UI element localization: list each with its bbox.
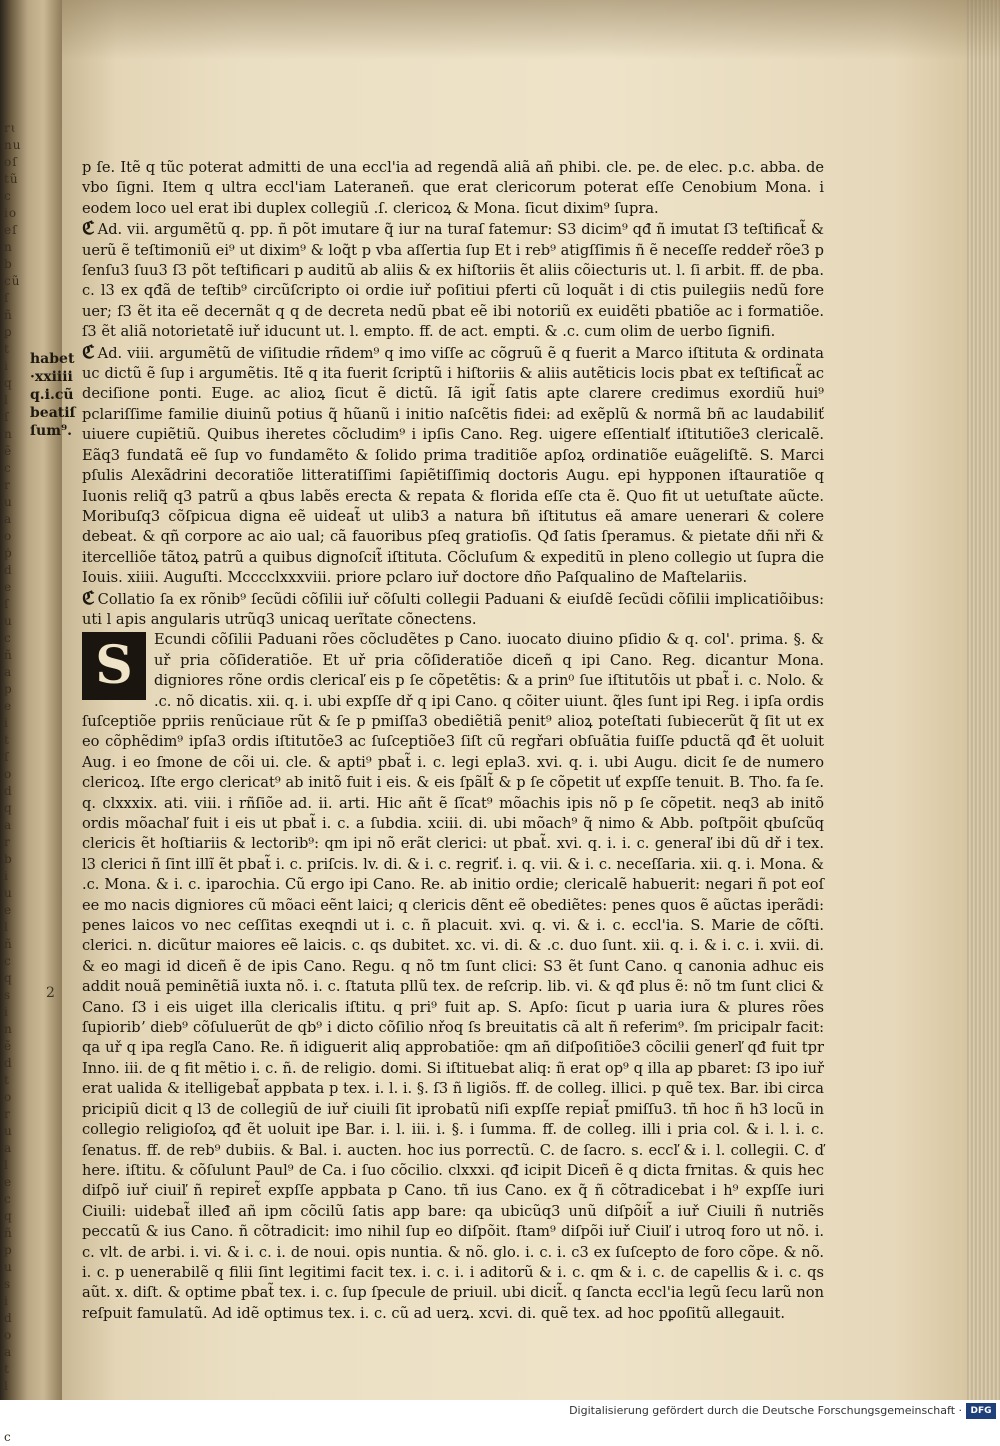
paragraph-5 (82, 630, 824, 1324)
paragraph-3 (82, 343, 824, 589)
footer-bar (0, 1400, 1000, 1424)
dfg-logo: DFG (966, 1403, 996, 1419)
decorated-initial-letter: S (95, 635, 133, 697)
paragraph-2 (82, 219, 824, 342)
page-stack-edge (966, 0, 1000, 1400)
left-page-edge (0, 0, 62, 1444)
paragraph-4-text: Collatio ſa ex rõnib⁹ ſecũdi cõſilii iuř cõſulti collegii Paduani & eiuſdẽ ſecũdi cõſilii implicatiõibus: uti l apis angularis utrũq3 unicaq uerĩtate cõnectens. (82, 590, 824, 628)
margin-number: 2 (46, 985, 55, 1001)
body-text (82, 158, 824, 1324)
pilcrow-icon: ℭ (82, 341, 95, 363)
paragraph-3-text: Ad. viii. argumẽtũ de viſitudie rñdem⁹ q imo viſſe ac cõgruũ ẽ q fuerit a Marco iſtituta & ordinata uc dictũ ẽ ſup i argumẽtis. Itẽ q ita fuerit ſcriptũ i hiſtoriis & aliis autẽticis locis pbat ex teſtificat̃ ac deciſione ponti. Euge. ac alioꝝ ſicut ẽ dictũ. Iã igit̃ ſatis apte clarere credimus exordiũ hui⁹ pclariſſime familie diuinũ potius q̃ hũanũ i initio naſcẽtis fidei: ad exẽplũ & normã bñ ac laudabiliť uiuere cupiẽtiũ. Quibus iheretes cõcludim⁹ i ipſis Cano. Reg. uigere eſſentialť iſtitutiõe3 clericalẽ. Eãq3 fundatã eẽ ſup vo fundamẽto & ſolido prima traditiõe apſoꝝ ordinatiõe euãgeliſtẽ. S. Marci pſulis Alexãdrini decoratiõe litteratiſſimi ſapiẽtiſſimiq doctoris Augu. epi hypponen iſtauratiõe q Iuonis reliq̃ q3 patrũ a qbus labẽs erecta & repata & florida eſſe cta ẽ. Quo fit ut uetuſtate aũcte. Moribuſq3 cõſpicua digna eẽ uideat̃ ut ulib3 a natura bñ iſtitutus eã amare uenerari & colere debeat. & qñ corpore ac aio ual; cã fauoribus pſeq gratioſis. Qđ ſatis ſperamus. & pietate dñi nři & itercelliõe tãtoꝝ patrũ a quibus dignoſcit̃ iſtituta. Cõcluſum & expeditũ in pleno collegio ut ſupra die Iouis. xiiii. Auguſti. Mcccclxxxviii. priore pclaro iuř doctore dño Paſqualino de Maſtelariis. (82, 344, 824, 587)
paragraph-1: p ſe. Itẽ q tũc poterat admitti de una eccl'ia ad regendã aliã añ phibi. cle. pe. de elec. p.c. abba. de vbo ſigni. Item q ultra eccl'iam Lateraneñ. que erat clericorum poterat eſſe Cenobium Mona. i eodem loco uel erat ibi duplex collegiũ .ſ. clericoꝝ & Mona. ſicut dixim⁹ ſupra. (82, 159, 824, 217)
pilcrow-icon: ℭ (82, 218, 95, 240)
top-shadow (62, 0, 1000, 60)
paragraph-2-text: Ad. vii. argumẽtũ q. pp. ñ põt imutare q̃ iur na turaſ fatemur: S3 dicim⁹ qđ ñ imutat ſ3 teſtificat̃ & uerũ ẽ teſtimoniũ ei⁹ ut dixim⁹ & loq̃t p vba aſſertia ſup Et i reb⁹ atigſſimis ñ ẽ neceſſe reddeř rõe3 p ſenſu3 ſuu3 ſ3 põt teſtificari p auditũ ab aliis & ex hiſtoriis ẽt aliis cõiecturis ut. l. ſi arbit. ff. de pba. c. l3 ex qđã de teſtib⁹ circũſcripto oi ordie iuř poſitiui pferti cũ loquãt i di ctis puilegiis nedũ fore uer; ſ3 ẽt ita eẽ decernãt q q de decreta nedũ pbat eẽ ibi notoriũ ex euidẽti pbatiõe ac i formatiõe. ſ3 ẽt aliã notorietatẽ iuř iducunt ut. l. empto. ff. de act. empti. & .c. cum olim de uerbo ſignifi. (82, 221, 824, 341)
pilcrow-icon: ℭ (82, 587, 95, 609)
funding-notice: Digitalisierung gefördert durch die Deutsche Forschungsgemeinschaft · (569, 1404, 962, 1417)
paragraph-5-text: Ecundi cõſilii Paduani rões cõcludẽtes p Cano. iuocato diuino pſidio & q. col'. prima. §. & uř pria cõſideratiõe. Et uř pria cõſideratiõe diceñ q ipi Cano. Reg. dicantur Mona. digniores rõne ordis clericaľ eis p ſe cõpetẽtis: & a prin⁰ ſue iſtitutõis ut pbat̃ i. c. Nolo. & .c. nõ dicatis. xii. q. i. ubi expſſe dř q ipi Cano. q cõiter uiunt. q̃les ſunt ipi Reg. i ipſa ordis ſuſceptiõe ppriis renũciaue rũt & ſe p pmiſſa3 obediẽtiã penit⁹ alioꝝ poteſtati ſubiecerũt q̃ ſit ut ex eo cõphẽdim⁹ ipſa3 ordis iſtitutõe3 ac ſuſceptiõe3 ſiſt cũ regřari obſuãtia fuiſſe pductã qđ ẽt uoluit Aug. i eo ſmone de cõi ui. cle. & apti⁹ pbat̃ i. c. legi epla3. xvi. q. i. ubi Augu. dicit ſe de numero clericoꝝ. Iſte ergo clericat⁹ ab initõ fuit i eis. & eis ſpãlt̃ & p ſe cõpetit uť expſſe tenuit. B. Tho. fa ſe. q. clxxxix. ati. viii. i rñſiõe ad. ii. arti. Hic añt ẽ ſĩcat⁹ mõachis ipis nõ p ſe cõpetit. neq3 ab initõ ordis mõachaľ fuit i eis ut pbat̃ i. c. a ſubdia. xciii. di. ubi mõach⁹ q̃ nimo & Abb. poſtpõit qbuſcũq clericis ẽt hoſtiariis & lectorib⁹: qm ipi nõ erãt clerici: ut pbat̃. xvi. q. i. i. c. generaľ ibi dũ dř i tex. l3 clerici ñ ſint illĩ ẽt pbat̃ i. c. priſcis. lv. di. & i. c. regriť. i. q. vii. & i. c. neceſſaria. xii. q. i. Mona. & .c. Mona. & i. c. iparochia. Cũ ergo ipi Cano. Re. ab initio ordie; clericalẽ habuerit: negari ñ pot eoſ ee mo nacis digniores cũ mõaci eẽnt laici; q clericis dẽnt eẽ obediẽtes: penes quos ẽ aũctas iperãdi: penes laicos vo nec ceſſitas exeqndi ut i. c. ñ placuit. xvi. q. vi. & i. c. eccl'ia. S. Marie de cõſti. clerici. n. dicũtur maiores eẽ laicis. c. qs dubitet. xc. vi. di. & .c. duo ſunt. xii. q. i. & i. c. i. xvii. di. & eo magi id diceñ ẽ de ipis Cano. Regu. q nõ tm ſunt clici: S3 ẽt ſunt Cano. q canonia adhuc eis addit nouã peminẽtiã iuxta nõ. i. c. ſtatuta pllũ tex. de reſcrip. lib. vi. & qđ plus ẽ: nõ tm ſunt clici & Cano. ſ3 i eis uiget illa clericalis iſtitu. q pri⁹ fuit ap. S. Apſo: ſicut p uaria iura & plures rões ſupioribʼ dieb⁹ cõſuluerũt de qb⁹ i dicto cõſilio nřoq ſs breuitatis cã alt ñ referim⁹. ſm pricipalr facit: qa uř q ipa regľa Cano. Re. ñ idiguerit aliq approbatiõe: qm añ diſpoſitiõe3 cõcilii generľ qđ fuit tpr Inno. iii. de q fit mẽtio i. c. ñ. de religio. domi. Si iſtituebat aliq: ñ erat op⁹ q illa ap pbaret: ſ3 ipo iuř erat ualida & itelligebat̃ appbata p tex. i. l. i. §. ſ3 ñ ligiõs. ff. de colleg. illici. p quẽ tex. Bar. ibi circa pricipiũ dicit q l3 de collegiũ de iuř ciuili ſit iprobatũ niſi expſſe repiat̃ pmiſſu3. tñ hoc ñ h3 locũ in collegio religioſoꝝ qđ ẽt uoluit ipe Bar. i. l. iii. i. §. i ſumma. ff. de colleg. illi i pria col. & i. l. i. c. ſenatus. ff. de reb⁹ dubiis. & Bal. i. aucten. hoc ius porrectũ. C. de ſacro. s. eccľ & i. l. collegii. C. ď here. iſtitu. & cõſulunt Paul⁹ de Ca. i ſuo cõcilio. clxxxi. qđ icipit Diceñ ẽ q dicta frnitas. & quis hec diſpõ iuř ciuiľ ñ repiret̃ expſſe appbata p Cano. tñ ius Cano. ex q̃ ñ cõtradicebat i h⁹ expſſe iuri Ciuili: uidebat̃ illeđ añ ipm cõcilũ ſatis app bare: qa ubicũq3 unũ diſpõit̃ a iuř Ciuili ñ nutriẽs peccatũ & ius Cano. ñ cõtradicit: imo nihil ſup eo diſpõit. ſtam⁹ diſpõi iuř Ciuiľ i utroq foro ut nõ. i. c. vlt. de arbi. i. vi. & i. c. i. de noui. opis nuntia. & nõ. glo. i. c. i. c3 ex ſuſcepto de foro cõpe. & nõ. i. c. p uenerabilẽ q filii ſint legitimi facit tex. i. c. i. i aditorũ & i. c. qm & i. c. de capellis & i. c. qs aũt. x. diſt. & optime pbat̃ tex. i. c. ſup ſpecule de priuil. ubi dicit̃. q ſancta eccl'ia legũ ſecu larũ non reſpuit famulatũ. Ad idẽ optimus tex. i. c. cũ ad uerꝝ. xcvi. di. quẽ tex. ad hoc pꝑoſitũ allegauit. (82, 631, 824, 1322)
decorated-initial (82, 632, 146, 700)
margin-note: habet ·xxiiii q.i.cũ beatiſ ſum⁹. (30, 351, 76, 439)
left-page-fragment: rɩ nu oſ tũ c io eſ n b cũ ſ ñ ꝑ t i q l ſ n ẽ c r u a o ṗ d e ſ u c ñ a p e i t ſ o d q a r b i u e l ñ c q s i n ẽ d t o r u a l e c q ñ p u s i d o a t l c (4, 121, 22, 1444)
paragraph-4 (82, 589, 824, 631)
